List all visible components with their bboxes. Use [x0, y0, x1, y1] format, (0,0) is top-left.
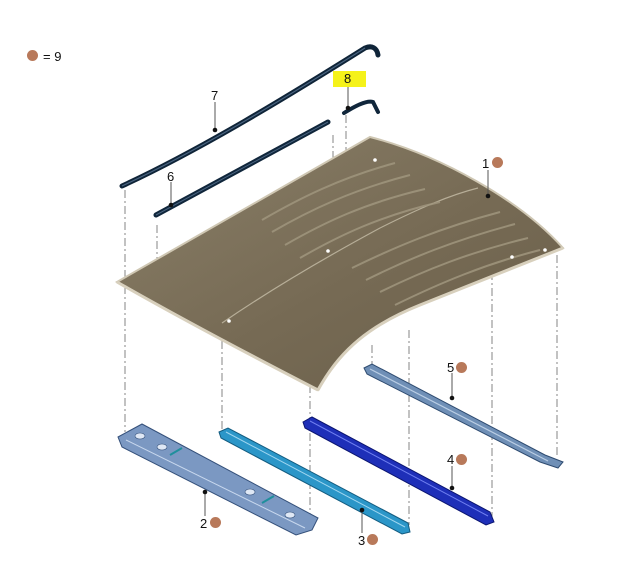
- part-label-1: 1: [482, 156, 490, 171]
- part-label-7: 7: [211, 88, 219, 103]
- part-label-4: 4: [447, 452, 455, 467]
- part-label-6: 6: [167, 169, 175, 184]
- part-label-2: 2: [200, 516, 208, 531]
- legend-text: = 9: [43, 49, 62, 64]
- part-5-rear-rail: [364, 364, 563, 468]
- part-4-roof-bow: [303, 417, 494, 525]
- part-3-marker-dot: [367, 534, 378, 545]
- part-label-3: 3: [358, 533, 366, 548]
- part-1-roof-panel: [117, 137, 563, 390]
- part-label-5: 5: [447, 360, 455, 375]
- part-5-marker-dot: [456, 362, 467, 373]
- legend-marker-dot: [27, 50, 38, 61]
- part-2-marker-dot: [210, 517, 221, 528]
- part-1-marker-dot: [492, 157, 503, 168]
- part-4-marker-dot: [456, 454, 467, 465]
- part-label-8: 8: [344, 71, 352, 86]
